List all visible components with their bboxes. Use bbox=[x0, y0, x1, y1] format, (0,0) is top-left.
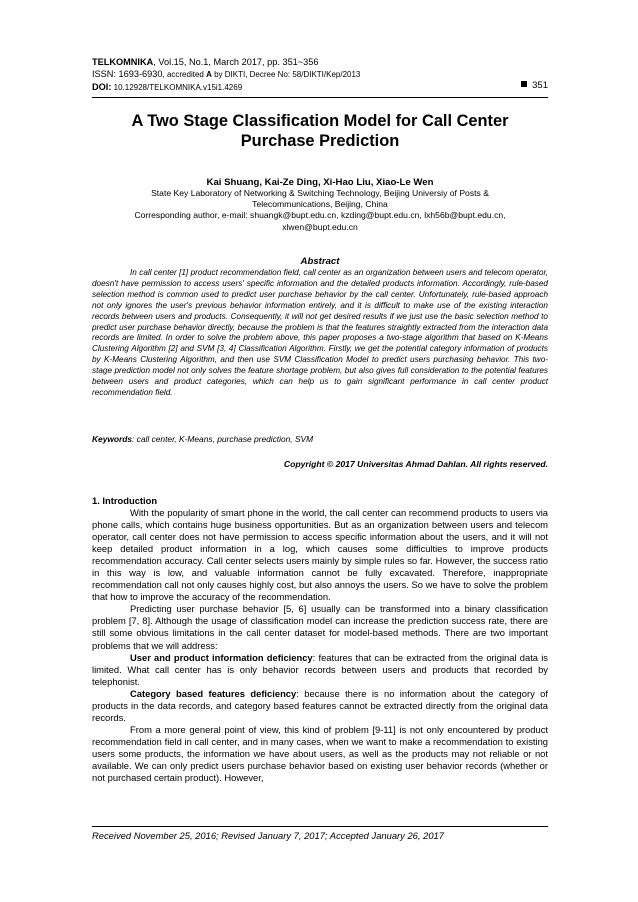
paragraph: Predicting user purchase behavior [5, 6] usually can be transformed into a binary classification problem [7, 8]. Although the usage of classification model can increase the prediction success rate, there are still some obvious limitations in the call center dataset for model-based methods. There are two important problems that we will address: bbox=[92, 603, 548, 651]
paragraph: Category based features deficiency: because there is no information about the category of products in the data records, and category based features cannot be extracted directly from the original data records. bbox=[92, 687, 549, 723]
paragraph: With the popularity of smart phone in the world, the call center can recommend products to users via phone calls, which contains huge business opportunities. But as an organization between users and telecom operator, call center does not have permission to access specific information about the users, and it will not keep detailed product information in a log, which causes some difficulties to improve products recommendation accuracy. Call center selects users mainly by simple rules so far. However, the success ratio in this way is low, and valuable information cannot be fully excavated. Therefore, inappropriate recommendation call not only causes highly cost, but also annoys the users. So we have to solve the problem that how to improve the accuracy of the recommendation. bbox=[92, 507, 548, 603]
header-rule bbox=[92, 97, 548, 98]
page-number-value: 351 bbox=[532, 80, 548, 91]
paper-title bbox=[92, 111, 548, 151]
issn: ISSN: 1693-6930 bbox=[92, 69, 163, 79]
affiliation bbox=[92, 188, 548, 233]
journal-volume: , Vol.15, No.1, March 2017, pp. 351~356 bbox=[153, 57, 319, 67]
abstract-text: In call center [1] product recommendation field, call center as an organization between users and telecom operator, doesn't have permission to access users' specific information and the detailed products information. Accordingly, rule-based selection method is common used to predict user purchase behavior by the call center. Unfortunately, rule-based approach not only ignores the user's previous behavior information entirely, and it is difficult to make use of the existing interaction records between users and products. Consequently, it will not get desired results if we just use the basic selection method to predict user purchase behavior directly, because the problem is that the features straightly extracted from the interaction data records are limited. In order to solve the problem above, this paper proposes a two-stage algorithm that based on K-Means Clustering Algorithm [2] and SVM [3, 4] Classification Algorithm. Firstly, we get the potential category information of products by K-Means Clustering Algorithm, and then use SVM Classification Model to predict users purchasing behavior. This two-stage prediction model not only solves the feature shortage problem, but also gives full consideration to the potential features between users and product categories, which can help us to gain significant performance in call center product recommendation field. bbox=[92, 268, 548, 397]
issn-grade: A bbox=[206, 70, 212, 79]
paragraph: User and product information deficiency: features that can be extracted from the original data is limited. What call center has is only behavior records between users and products that recorded by telephonist. bbox=[92, 651, 548, 687]
affiliation-line: State Key Laboratory of Networking & Switching Technology, Beijing Universiy of Posts & bbox=[151, 188, 489, 198]
introduction-body bbox=[92, 507, 548, 784]
copyright-notice: Copyright © 2017 Universitas Ahmad Dahlan. All rights reserved. bbox=[283, 459, 548, 469]
title-line: Purchase Prediction bbox=[240, 132, 400, 150]
page-number bbox=[521, 80, 548, 92]
received-dates: Received November 25, 2016; Revised January 7, 2017; Accepted January 26, 2017 bbox=[92, 830, 444, 841]
section-heading: 1. Introduction bbox=[92, 495, 158, 506]
title-line: A Two Stage Classification Model for Call Center bbox=[131, 112, 509, 130]
affiliation-line: xlwen@bupt.edu.cn bbox=[282, 221, 358, 232]
affiliation-line: Telecommunications, Beijing, China bbox=[252, 199, 388, 210]
affiliation-line: Corresponding author, e-mail: shuangk@bupt.edu.cn, kzding@bupt.edu.cn, lxh56b@bupt.edu.cn, bbox=[134, 210, 506, 221]
journal-header bbox=[92, 56, 548, 94]
black-square-icon bbox=[521, 81, 527, 87]
keywords bbox=[92, 434, 548, 445]
abstract-heading: Abstract bbox=[300, 256, 340, 267]
doi-label: DOI: bbox=[92, 82, 112, 92]
issn-accredited: , accredited bbox=[162, 70, 207, 79]
keywords-label: Keywords bbox=[92, 434, 133, 444]
footer-rule bbox=[92, 826, 548, 827]
journal-citation-line bbox=[92, 56, 548, 68]
bold-term: Category based features deficiency bbox=[130, 687, 297, 699]
issn-line bbox=[92, 68, 548, 81]
authors: Kai Shuang, Kai-Ze Ding, Xi-Hao Liu, Xiao-Le Wen bbox=[206, 177, 434, 188]
issn-decree: by DIKTI, Decree No: 58/DIKTI/Kep/2013 bbox=[211, 70, 361, 79]
paragraph: From a more general point of view, this kind of problem [9-11] is not only encountered by product recommendation field in call center, and in many cases, when we want to make a recommendation to existing users some products, the information we have about users, as well as the products may not reliable or not available. We can only predict users purchase behavior based on existing user behavior records (whether or not purchased certain product). However, bbox=[92, 723, 548, 784]
journal-name: TELKOMNIKA bbox=[92, 57, 154, 67]
bold-term: User and product information deficiency bbox=[130, 651, 313, 663]
doi-value: 10.12928/TELKOMNIKA.v15i1.4269 bbox=[111, 83, 243, 92]
keywords-list: : call center, K-Means, purchase prediction, SVM bbox=[132, 434, 314, 444]
doi-line bbox=[92, 81, 548, 94]
